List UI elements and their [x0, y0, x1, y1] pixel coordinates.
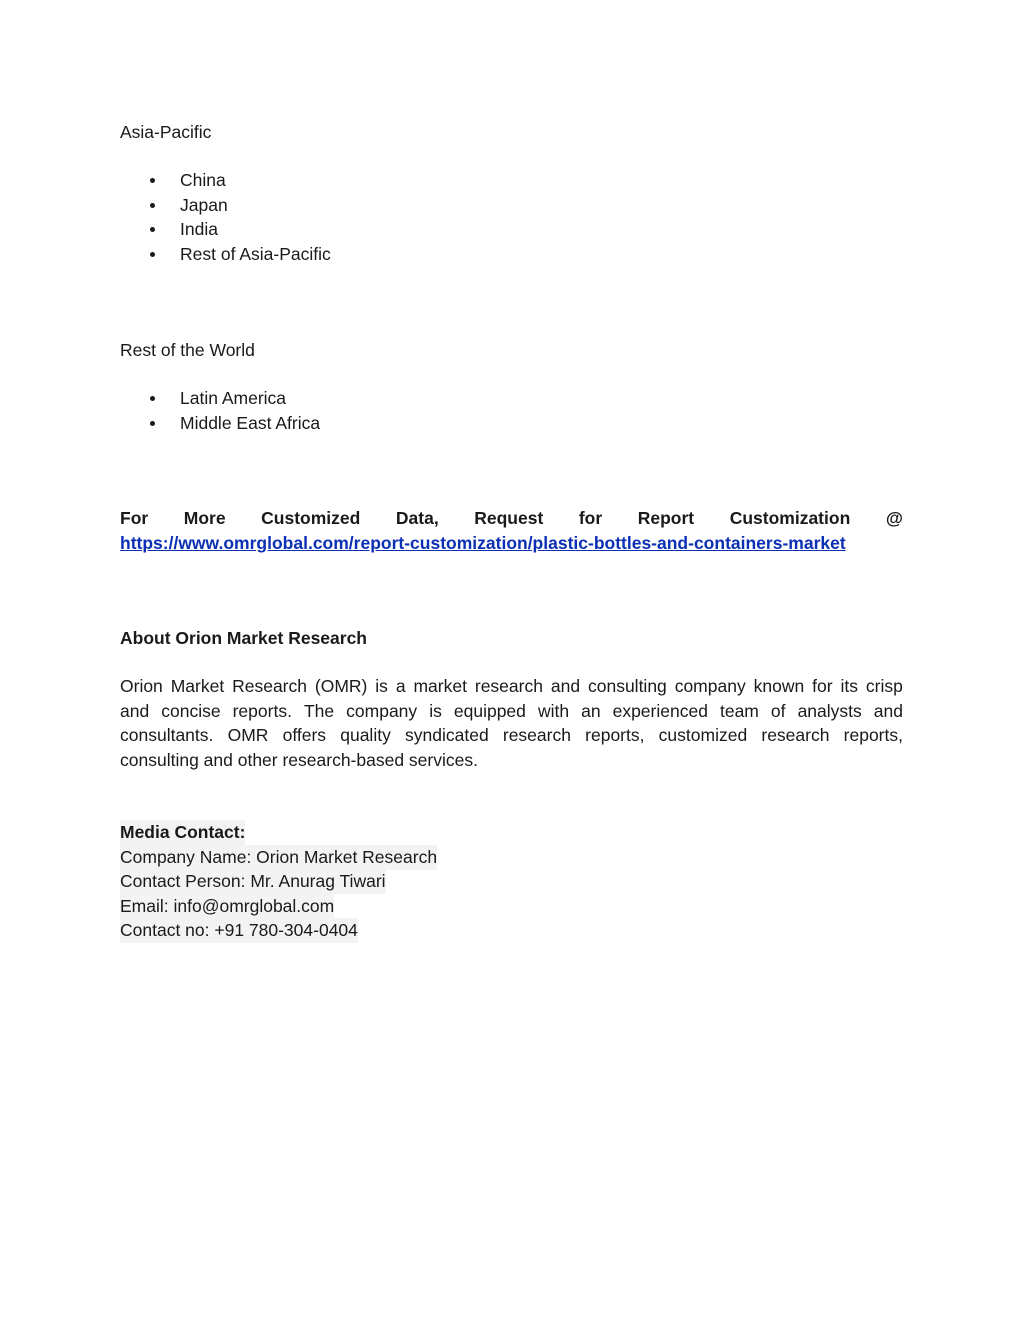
text-word: of	[770, 700, 786, 721]
list-item: China	[120, 168, 331, 193]
bullet-icon	[150, 396, 155, 401]
text-word: an	[581, 700, 601, 721]
text-word: Customization	[729, 508, 851, 528]
text-word: consultants.	[120, 725, 214, 745]
bullet-icon	[150, 421, 155, 426]
text-word: research	[502, 725, 571, 745]
text-word: Market	[170, 676, 225, 696]
rest-of-world-list	[120, 386, 320, 435]
text-word: @	[885, 508, 903, 528]
text-word: More	[183, 508, 226, 528]
text-word: offers	[282, 725, 327, 745]
text-word: reports,	[843, 725, 903, 745]
text-word: with	[537, 700, 570, 721]
media-contact-heading: Media Contact:	[120, 820, 245, 845]
text-word: is	[375, 676, 388, 696]
text-word: crisp	[865, 676, 903, 696]
bullet-icon	[150, 178, 155, 183]
list-item: Japan	[120, 193, 331, 218]
text-word: known	[753, 676, 805, 696]
bullet-icon	[150, 227, 155, 232]
text-word: for	[812, 676, 833, 696]
text-word: analysts	[797, 700, 862, 721]
list-item: Latin America	[120, 386, 320, 411]
text-word: team	[719, 700, 759, 721]
paragraph-line: consulting and other research-based services.	[120, 749, 478, 770]
text-word: concise	[161, 700, 221, 721]
text-word: Research	[232, 676, 307, 696]
text-word: a	[395, 676, 406, 696]
text-word: and	[873, 700, 903, 721]
report-customization-link[interactable]: https://www.omrglobal.com/report-customization/plastic-bottles-and-containers-market	[120, 533, 846, 553]
bullet-icon	[150, 252, 155, 257]
bullet-icon	[150, 203, 155, 208]
text-word: company	[674, 676, 746, 696]
text-word: research	[761, 725, 830, 745]
text-word: syndicated	[405, 725, 489, 745]
text-word: consulting	[587, 676, 667, 696]
text-word: is	[429, 700, 442, 721]
text-word: Request	[474, 508, 544, 528]
text-word: The	[303, 700, 335, 721]
text-word: equipped	[453, 700, 526, 721]
list-item: Rest of Asia-Pacific	[120, 242, 331, 267]
company-name: Company Name: Orion Market Research	[120, 845, 437, 870]
region-heading-asia-pacific: Asia-Pacific	[120, 122, 212, 142]
contact-phone: Contact no: +91 780-304-0404	[120, 918, 358, 943]
text-word: reports.	[232, 700, 292, 721]
contact-person: Contact Person: Mr. Anurag Tiwari	[120, 869, 386, 894]
text-word: and	[550, 676, 581, 696]
text-word: quality	[340, 725, 391, 745]
customization-link-line	[120, 531, 846, 556]
region-heading-rest-of-world: Rest of the World	[120, 340, 255, 360]
text-word: customized	[658, 725, 748, 745]
about-heading: About Orion Market Research	[120, 628, 367, 648]
asia-pacific-list	[120, 168, 331, 266]
text-word: Customized	[261, 508, 361, 528]
text-word: research	[474, 676, 543, 696]
text-word: market	[413, 676, 467, 696]
text-word: experienced	[612, 700, 708, 721]
text-word: for	[578, 508, 603, 528]
text-word: Orion	[120, 676, 163, 696]
contact-email: Email: info@omrglobal.com	[120, 894, 334, 919]
text-word: and	[120, 700, 150, 721]
paragraph-line	[120, 699, 903, 724]
text-word: Report	[637, 508, 695, 528]
list-item: Middle East Africa	[120, 411, 320, 436]
paragraph-line	[120, 723, 903, 748]
customization-request-line	[120, 506, 903, 531]
text-word: (OMR)	[314, 676, 368, 696]
text-word: its	[840, 676, 858, 696]
paragraph-line	[120, 674, 903, 699]
text-word: For	[120, 508, 149, 528]
about-paragraph	[120, 674, 903, 772]
list-item: India	[120, 217, 331, 242]
text-word: Data,	[395, 508, 439, 528]
text-word: company	[346, 700, 418, 721]
text-word: OMR	[227, 725, 269, 745]
text-word: reports,	[585, 725, 645, 745]
